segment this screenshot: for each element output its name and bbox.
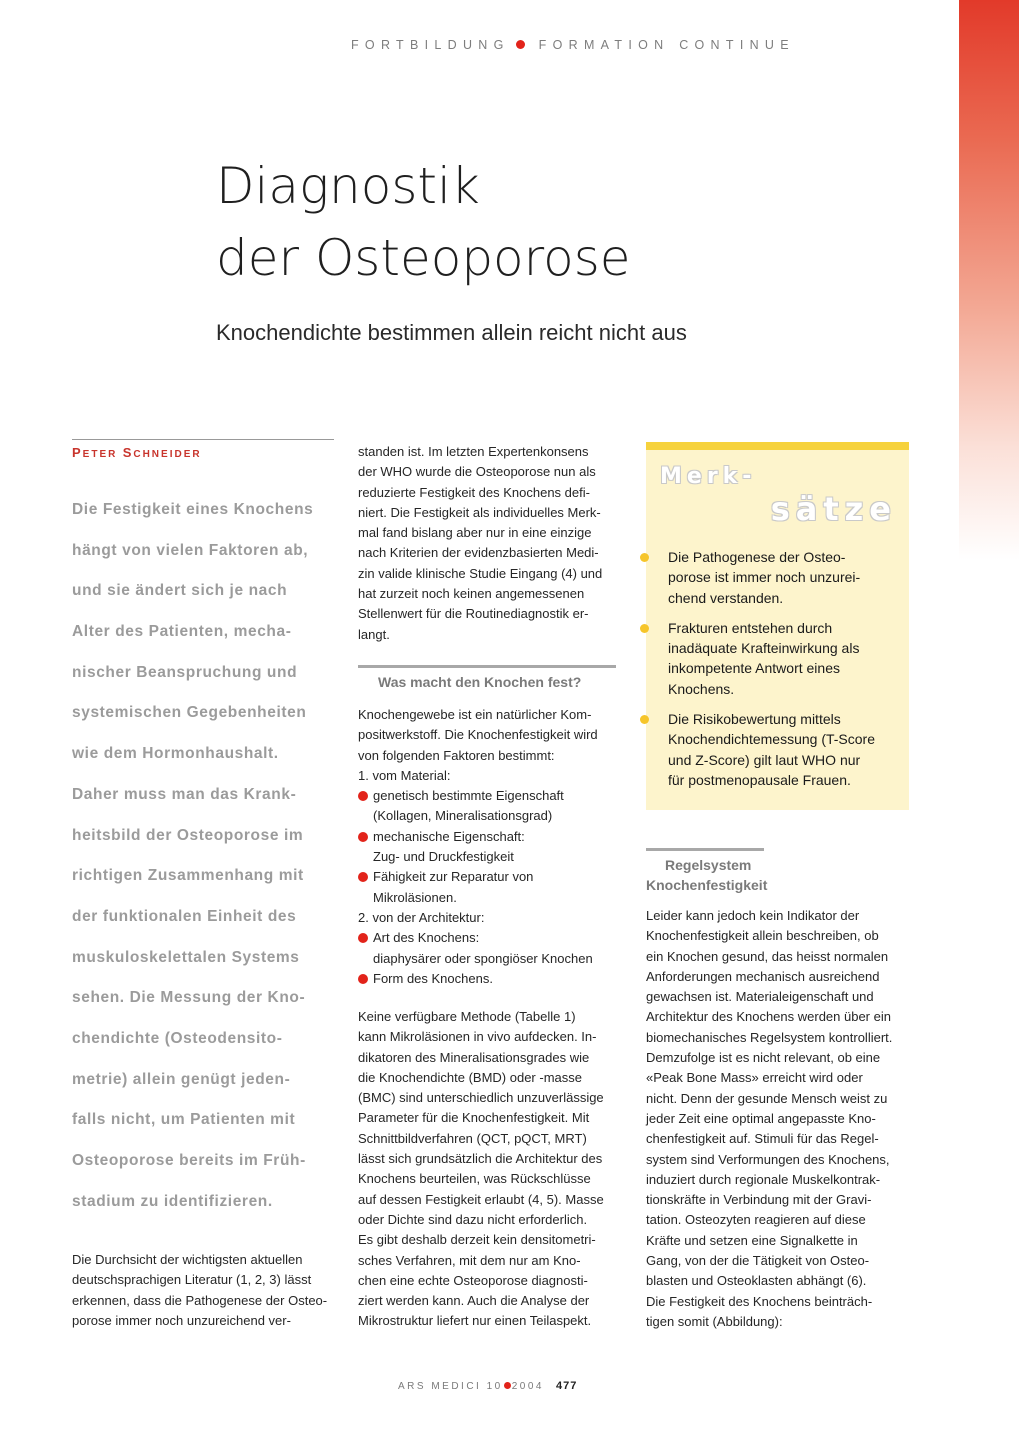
lead-line: Alter des Patienten, mecha-	[72, 623, 292, 641]
body-line: chenfestigkeit auf. Stimuli für das Regel-	[646, 1131, 879, 1147]
footer-year: 2004	[511, 1381, 544, 1392]
lead-line: stadium zu identifizieren.	[72, 1192, 273, 1210]
header-bullet-icon	[516, 40, 525, 49]
body-line: sches Verfahren, mit dem nur am Kno-	[358, 1252, 581, 1268]
body-line: Mikrostruktur liefert nur einen Teilaspekt.	[358, 1313, 592, 1329]
box-item-line: Die Pathogenese der Osteo-	[668, 549, 846, 565]
box-item	[654, 547, 904, 608]
body-line: der WHO wurde die Osteoporose nun als	[358, 464, 596, 480]
body-line: Die Durchsicht der wichtigsten aktuellen	[72, 1252, 303, 1267]
body-line: Demzufolge ist es nicht relevant, ob eine	[646, 1050, 881, 1066]
title-line: der Osteoporose	[216, 229, 631, 287]
body-line: zin valide klinische Studie Eingang (4) und	[358, 565, 603, 581]
box-title-top: Merk-	[660, 464, 757, 489]
box-item	[654, 709, 904, 790]
body-line: standen ist. Im letzten Expertenkonsens	[358, 444, 589, 459]
body-line: nach Kriterien der evidenzbasierten Medi-	[358, 545, 599, 561]
box-item-line: Die Risikobewertung mittels	[668, 711, 841, 728]
body-line: 2. von der Architektur:	[358, 909, 485, 925]
body-line: Knochenfestigkeit allein beschreiben, ob	[646, 928, 879, 944]
lead-line: Osteoporose bereits im Früh-	[72, 1152, 306, 1169]
box-item-line: für postmenopausale Frauen.	[668, 771, 851, 788]
lead-line: nischer Beanspruchung und	[72, 663, 298, 681]
bullet-item	[358, 786, 598, 806]
box-item-line: und Z-Score) gilt laut WHO nur	[668, 751, 861, 768]
page-number: 477	[556, 1380, 578, 1392]
body-line: von folgenden Faktoren bestimmt:	[358, 747, 555, 763]
author-name	[72, 445, 202, 460]
author-divider	[72, 439, 334, 440]
body-line: Es gibt deshalb derzeit kein densitometri-	[358, 1232, 596, 1248]
lead-line: falls nicht, um Patienten mit	[72, 1111, 296, 1129]
footer-bullet-icon	[504, 1382, 511, 1389]
bullet-continuation: (Kollagen, Mineralisationsgrad)	[373, 808, 553, 824]
body-line: gewachsen ist. Materialeigenschaft und	[646, 989, 874, 1005]
body-line: hat zurzeit noch keinen angemessenen	[358, 586, 585, 602]
body-line: tionskräfte in Verbindung mit der Gravi-	[646, 1192, 872, 1208]
body-line: «Peak Bone Mass» erreicht wird oder	[646, 1070, 863, 1086]
bullet-text: Fähigkeit zur Reparatur von	[373, 869, 534, 885]
body-line: Knochengewebe ist ein natürlicher Kom-	[358, 707, 592, 722]
body-line: Stellenwert für die Routinediagnostik er-	[358, 606, 589, 622]
bullet-text: Art des Knochens:	[373, 930, 480, 946]
body-line: chen eine echte Osteoporose diagnosti-	[358, 1272, 588, 1288]
lead-paragraph	[72, 490, 340, 1222]
body-line: induziert durch regionale Muskelkontrak-	[646, 1171, 881, 1187]
header-left: FORTBILDUNG	[351, 38, 510, 52]
box-title-bottom: sätze	[770, 490, 897, 528]
body-line: Kräfte und setzen eine Signalkette in	[646, 1232, 858, 1248]
body-line: positwerkstoff. Die Knochenfestigkeit wird	[358, 727, 598, 743]
body-line: reduzierte Festigkeit des Knochens defi-	[358, 484, 590, 500]
lead-line: sehen. Die Messung der Kno-	[72, 989, 306, 1007]
box-item-line: Frakturen entstehen durch	[668, 619, 833, 636]
heading-line: Regelsystem	[665, 857, 752, 873]
article-title	[216, 150, 631, 294]
body-line: nicht. Denn der gesunde Mensch weist zu	[646, 1090, 888, 1106]
body-line: ein Knochen gesund, das heisst normalen	[646, 948, 889, 964]
bullet-continuation: Zug- und Druckfestigkeit	[373, 849, 514, 865]
footer-journal: ARS MEDICI 10	[398, 1381, 503, 1392]
bullet-icon	[358, 832, 368, 842]
bullet-item	[358, 867, 598, 887]
bullet-item	[358, 928, 598, 948]
body-line: lässt sich grundsätzlich die Architektur des	[358, 1151, 603, 1167]
lead-line: und sie ändert sich je nach	[72, 582, 288, 600]
bullet-icon	[358, 872, 368, 882]
box-item-line: inkompetente Antwort eines	[668, 660, 840, 677]
lead-line: muskuloskelettalen Systems	[72, 948, 300, 966]
lead-line: heitsbild der Osteoporose im	[72, 826, 304, 844]
body-line: deutschsprachigen Literatur (1, 2, 3) lässt	[72, 1272, 312, 1288]
body-line: oder Dichte sind dazu nicht erforderlich.	[358, 1211, 588, 1227]
section-heading-rule	[358, 665, 616, 668]
bullet-item	[358, 827, 598, 847]
box-item-line: chend verstanden.	[668, 589, 784, 606]
body-line: Schnittbildverfahren (QCT, pQCT, MRT)	[358, 1130, 587, 1146]
body-line: dikatoren des Mineralisationsgrades wie	[358, 1049, 590, 1065]
section-heading-regelsystem	[646, 855, 767, 895]
body-line: Keine verfügbare Methode (Tabelle 1)	[358, 1009, 576, 1024]
lead-line: wie dem Hormonhaushalt.	[72, 745, 279, 763]
box-item-line: porose ist immer noch unzurei-	[668, 569, 861, 586]
box-item	[654, 618, 904, 699]
body-line: Parameter für die Knochenfestigkeit. Mit	[358, 1110, 590, 1126]
body-line: biomechanisches Regelsystem kontrolliert.	[646, 1029, 893, 1045]
lead-line: chendichte (Osteodensito-	[72, 1029, 283, 1047]
bullet-text: genetisch bestimmte Eigenschaft	[373, 788, 564, 804]
lead-line: metrie) allein genügt jeden-	[72, 1070, 291, 1088]
yellow-bullet-icon	[640, 715, 649, 724]
body-line: niert. Die Festigkeit als individuelles Merk-	[358, 504, 601, 520]
article-subtitle: Knochendichte bestimmen allein reicht nicht aus	[216, 320, 687, 345]
body-line: tigen somit (Abbildung):	[646, 1313, 783, 1329]
bullet-icon	[358, 974, 368, 984]
lead-line: Die Festigkeit eines Knochens	[72, 501, 314, 518]
box-item-line: Knochendichtemessung (T-Score	[668, 731, 875, 748]
body-line: Architektur des Knochens werden über ein	[646, 1009, 891, 1025]
bullet-text: Form des Knochens.	[373, 970, 493, 986]
lead-line: der funktionalen Einheit des	[72, 907, 297, 925]
yellow-bullet-icon	[640, 553, 649, 562]
body-line: Leider kann jedoch kein Indikator der	[646, 908, 860, 923]
yellow-bullet-icon	[640, 624, 649, 633]
body-column-3	[646, 906, 892, 1332]
body-line: langt.	[358, 626, 390, 642]
author-last-initial: S	[122, 445, 134, 460]
body-line: blasten und Osteoklasten abhängt (6).	[646, 1273, 867, 1289]
bullet-text: mechanische Eigenschaft:	[373, 828, 525, 844]
header-right: FORMATION CONTINUE	[538, 38, 795, 52]
section-heading-rule	[646, 848, 764, 851]
box-list	[654, 547, 904, 800]
bullet-continuation: Mikroläsionen.	[373, 889, 457, 905]
author-first-initial: P	[72, 445, 83, 460]
bullet-continuation: diaphysärer oder spongiöser Knochen	[373, 950, 593, 966]
title-line: Diagnostik	[216, 157, 480, 215]
box-item-line: inadäquate Krafteinwirkung als	[668, 640, 860, 657]
bullet-item	[358, 969, 598, 989]
body-line: porose immer noch unzureichend ver-	[72, 1312, 291, 1328]
body-line: die Knochendichte (BMD) oder -masse	[358, 1069, 582, 1085]
author-last-rest: CHNEIDER	[133, 449, 202, 460]
lead-line: Daher muss man das Krank-	[72, 785, 297, 803]
lead-line: richtigen Zusammenhang mit	[72, 867, 304, 885]
body-column-2-top	[358, 442, 602, 645]
body-line: mal fand bislang aber nur in eine einzige	[358, 525, 592, 541]
author-first-rest: ETER	[82, 449, 118, 460]
body-column-2-bottom	[358, 1007, 604, 1332]
decorative-edge-gradient	[959, 0, 1019, 560]
body-line: ziert werden kann. Auch die Analyse der	[358, 1293, 590, 1309]
body-line: Gang, von der die Tätigkeit von Osteo-	[646, 1253, 870, 1269]
body-column-2-middle	[358, 705, 598, 989]
bullet-icon	[358, 933, 368, 943]
page-footer	[398, 1380, 577, 1392]
section-heading-knochen-fest: Was macht den Knochen fest?	[378, 674, 582, 690]
merksaetze-box	[646, 442, 909, 810]
body-line: 1. vom Material:	[358, 767, 451, 783]
lead-line: hängt von vielen Faktoren ab,	[72, 541, 309, 559]
body-line: tation. Osteozyten reagieren auf diese	[646, 1212, 866, 1228]
bullet-icon	[358, 791, 368, 801]
box-item-line: Knochens.	[668, 680, 735, 697]
body-line: jeder Zeit eine optimal angepasste Kno-	[646, 1110, 876, 1126]
body-line: system sind Verformungen des Knochens,	[646, 1151, 890, 1167]
body-line: Die Festigkeit des Knochens beinträch-	[646, 1293, 873, 1309]
body-line: kann Mikroläsionen in vivo aufdecken. In-	[358, 1029, 597, 1045]
body-line: erkennen, dass die Pathogenese der Osteo-	[72, 1292, 328, 1308]
body-line: (BMC) sind unterschiedlich unzuverlässige	[358, 1090, 604, 1106]
body-line: Anforderungen mechanisch ausreichend	[646, 968, 880, 984]
section-header	[351, 38, 911, 52]
body-line: auf dessen Festigkeit erlaubt (4, 5). Masse	[358, 1191, 604, 1207]
body-line: Knochens beurteilen, was Rückschlüsse	[358, 1171, 591, 1187]
body-column-1	[72, 1250, 327, 1331]
lead-line: systemischen Gegebenheiten	[72, 704, 307, 722]
heading-line: Knochenfestigkeit	[646, 877, 768, 893]
